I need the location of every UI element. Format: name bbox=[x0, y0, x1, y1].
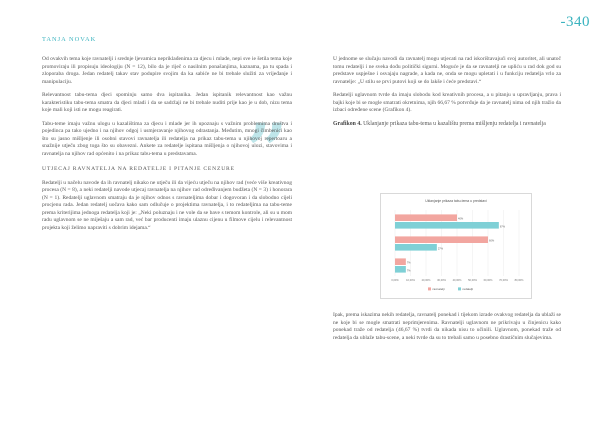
x-tick-label: 30,00% bbox=[437, 279, 446, 282]
bar-ravnatelji-Da bbox=[395, 258, 406, 265]
figure-caption bbox=[333, 121, 561, 129]
paragraph: U jednome se slučaju navodi da ravnatelj mogu utjecati na rad iskorištavajući svoj autoritet, ali unatoč tomu redatelji i ne sveka dođu politički sigurni. Moguće je da se ravnatelji ne upliću u rad dok god su predstave uspješne i osvajaju nagrade, a kada ne, onda se mogu upletati i u funkciju redatelja vrlo za ravnatelje: „U stilu se prvi putovi koji se do lakše i ćeće predstavi.“ bbox=[333, 56, 561, 85]
paragraph: Tabu-teme imaju važnu ulogu u kazalištima za djecu i mlade jer ih upoznaju s važnim problemima društva i pojedinca pa tako ujedno i na njihov odgoj i usmjeravanje njihovog odrastanja. Međutim, mnogi čimbenici kao što su jasno mišljenje ili osobni stavovi ravnatelja ili redatelja na prikaz tabu-tema u njihovoj repertoaru a snažnije utječu zbog toga što su obavezni. Ankete za redatelje ispitana mišljenja o njihovoj ulozi, stavovima i ravnatelja na njihov rad općenito i na prikaz tabu-tema u predstavama. bbox=[42, 120, 292, 157]
left-column bbox=[42, 56, 292, 238]
x-tick-label: 10,00% bbox=[406, 279, 415, 282]
legend-label: ravnatelji bbox=[432, 287, 445, 291]
x-tick-label: 40,00% bbox=[452, 279, 462, 282]
right-column bbox=[333, 56, 561, 130]
right-column-lower bbox=[333, 312, 561, 348]
x-tick-label: 80,00% bbox=[514, 279, 524, 282]
paragraph: Od ovakvih tema koje ravnatelji i srednje ljevamica nepriklađenima za djecu i mlade, nepi sve ie šetila tema koje promoviraju ili propisuju ideologiju (N = 12), bilo da je riječ o nasilnim ponašanjima, kaznama, pa tu spada i zloporaba droga. Jedan redatelj takav stav podupire svojim da ka sabiće ne bi trebale služiti za vrijeđanje i manipulaciju. bbox=[42, 56, 292, 85]
bar-redatelji-Ne bbox=[395, 222, 499, 229]
bar-ravnatelji-Ponekad bbox=[395, 236, 488, 243]
data-label: 40% bbox=[458, 217, 464, 221]
data-label: 7% bbox=[406, 269, 411, 273]
author-name: TANJA NOVAK bbox=[42, 36, 97, 43]
section-heading: UTJECAJ RAVNATELJA NA REDATELJE I PITANJE CENZURE bbox=[42, 166, 235, 172]
x-tick-label: 60,00% bbox=[483, 279, 493, 282]
chart-title: Uklanjanje prikaza tabu-tema u predstavi bbox=[425, 199, 487, 203]
data-label: 60% bbox=[489, 239, 495, 243]
figure-label: Grafikon 4. bbox=[333, 120, 362, 127]
page-number: -340 bbox=[560, 14, 590, 30]
paragraph: Ipak, prema iskazima nekih redatelja, ravnatelj ponekad i tijekom izrade ovakvog redatelja da ublaži se ne koje bi se mogle smatrati neprimjerenima. Ravnatelji uglavnom ne prikrivaju u činjenicu kako ponekad traže od redatelja (46,67 %) tvrdi da nikada nisu to učinili. Uglavnom, ponekad traže od redatelja da ublaže tabu-scene, a neki tvrde da su to trebali samo u posebno drastičnim slučajevima. bbox=[333, 312, 561, 341]
bar-ravnatelji-Ne bbox=[395, 214, 457, 221]
x-tick-label: 20,00% bbox=[421, 279, 431, 282]
legend-swatch bbox=[458, 287, 461, 290]
legend-swatch bbox=[428, 287, 431, 290]
paragraph: Redatelji uglavnom tvrde da imaju slobodu kod kreativnih procesa, a u pitanju u upravljanju, prava i bajki koje bi se mogle smatrati okretnima, njih 66,67 % potvrđuje da je ravnatelj nima od njih tražio da izbaci određene scene (Grafikon 4). bbox=[333, 92, 561, 113]
x-tick-label: 0,00% bbox=[391, 279, 399, 282]
chart-svg bbox=[381, 194, 531, 298]
legend-label: redatelji bbox=[462, 287, 474, 291]
paragraph: Redatelji u načelu navode da ih ravnatelj nikako ne utječu ili da vijeću utječu na njihov rad (veće više kreativnog procesa (N = 8), a neki redatelji navode utjecaj ravnatelja na njihov rad određivanjem budžeta (N = 3) i honorara (N = 1). Redatelji uglavnom smatraju da je njihov odnos s ravnateljima dobar i dogovoran i da slobodno cijeli procjenu rada. Jedan redatelj uočava kako sam odlučuje o projektima ravnatelja, i to redateljima na tabu-teme prema kriterijima jednoga redatelja koji je: „Neki poluznaju i ne vole da se bave s temom kontrole, ali su u mom radu uglavnom se ne miješaju a sam rad, već bar producenti imaju ulaznu cijenu u filmove cijelu i relevantnost projekta koji želimo napraviti s dobrim idejama.“ bbox=[42, 179, 292, 231]
chart bbox=[380, 193, 532, 299]
data-label: 27% bbox=[437, 247, 444, 251]
data-label: 7% bbox=[406, 261, 411, 265]
x-tick-label: 70,00% bbox=[499, 279, 508, 282]
bar-redatelji-Ponekad bbox=[395, 244, 437, 251]
decorative-quote-icon: ” bbox=[246, 107, 288, 192]
bar-redatelji-Da bbox=[395, 266, 406, 273]
paragraph: Relevantnost tabu-tema djeci spominju samo dva ispitanika. Jedan ispitanik relevantnost kao važnu karakteristiku tabu-tema smatra da djeci mladi i da se sadržaji ne bi trebale nuditi prije kao je u dob, nizu tema koje mali koji isti ne mogu reagirati. bbox=[42, 92, 292, 113]
figure-caption-text: Uklanjanje prikaza tabu-tema u kazalištu prema mišljenju redatelja i ravnatelja bbox=[363, 120, 546, 127]
x-tick-label: 50,00% bbox=[468, 279, 477, 282]
data-label: 67% bbox=[499, 225, 506, 229]
